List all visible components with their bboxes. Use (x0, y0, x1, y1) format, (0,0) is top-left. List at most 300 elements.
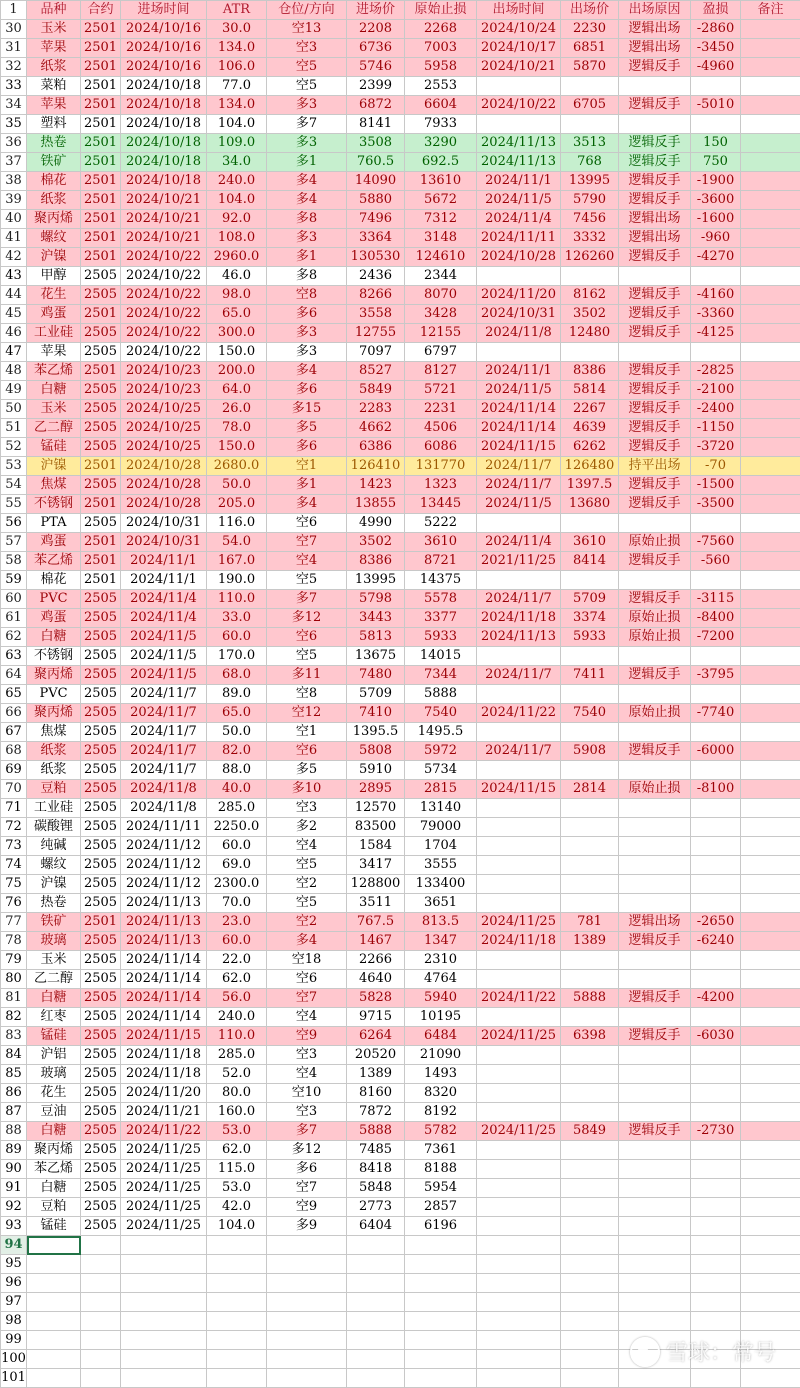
empty-cell[interactable] (561, 1274, 619, 1293)
cell-entry-price[interactable]: 5888 (347, 1122, 405, 1141)
empty-cell[interactable] (347, 1274, 405, 1293)
row-number[interactable]: 71 (1, 799, 27, 818)
empty-cell[interactable] (121, 1369, 207, 1388)
empty-cell[interactable] (27, 1350, 81, 1369)
row-number[interactable]: 76 (1, 894, 27, 913)
cell-pnl[interactable] (691, 1179, 741, 1198)
empty-cell[interactable] (691, 1293, 741, 1312)
cell-variety[interactable]: 白糖 (27, 989, 81, 1008)
cell-contract[interactable]: 2501 (81, 153, 121, 172)
empty-cell[interactable] (267, 1274, 347, 1293)
cell-entry-time[interactable]: 2024/11/1 (121, 552, 207, 571)
cell-entry-time[interactable]: 2024/10/21 (121, 191, 207, 210)
empty-cell[interactable] (619, 1312, 691, 1331)
cell-contract[interactable]: 2501 (81, 552, 121, 571)
cell-position[interactable]: 多3 (267, 324, 347, 343)
cell-contract[interactable]: 2505 (81, 267, 121, 286)
cell-variety[interactable]: 锰硅 (27, 1027, 81, 1046)
cell-exit-time[interactable]: 2024/11/4 (477, 210, 561, 229)
cell-initial-stop[interactable]: 3290 (405, 134, 477, 153)
empty-cell[interactable] (207, 1312, 267, 1331)
cell-position[interactable]: 空5 (267, 856, 347, 875)
cell-position[interactable]: 多5 (267, 761, 347, 780)
cell-exit-time[interactable]: 2024/10/22 (477, 96, 561, 115)
cell-entry-time[interactable]: 2024/10/21 (121, 210, 207, 229)
cell-pnl[interactable] (691, 647, 741, 666)
cell-pnl[interactable] (691, 761, 741, 780)
cell-notes[interactable] (741, 77, 800, 96)
cell-variety[interactable]: 碳酸锂 (27, 818, 81, 837)
cell-variety[interactable]: 焦煤 (27, 476, 81, 495)
cell-position[interactable]: 多3 (267, 96, 347, 115)
cell-exit-reason[interactable]: 逻辑反手 (619, 590, 691, 609)
empty-cell[interactable] (405, 1236, 477, 1255)
cell-contract[interactable]: 2505 (81, 989, 121, 1008)
cell-exit-time[interactable] (477, 761, 561, 780)
row-number[interactable]: 46 (1, 324, 27, 343)
cell-variety[interactable]: 聚丙烯 (27, 1141, 81, 1160)
row-number[interactable]: 83 (1, 1027, 27, 1046)
cell-exit-reason[interactable] (619, 1198, 691, 1217)
cell-contract[interactable]: 2505 (81, 818, 121, 837)
cell-exit-reason[interactable]: 逻辑反手 (619, 58, 691, 77)
cell-contract[interactable]: 2505 (81, 1122, 121, 1141)
cell-position[interactable]: 空9 (267, 1027, 347, 1046)
cell-pnl[interactable]: 150 (691, 134, 741, 153)
cell-exit-price[interactable]: 768 (561, 153, 619, 172)
cell-initial-stop[interactable]: 2268 (405, 20, 477, 39)
cell-exit-time[interactable]: 2024/11/15 (477, 438, 561, 457)
header-cell-contract[interactable]: 合约 (81, 1, 121, 20)
cell-exit-price[interactable] (561, 894, 619, 913)
row-number[interactable]: 80 (1, 970, 27, 989)
row-number[interactable]: 44 (1, 286, 27, 305)
cell-entry-time[interactable]: 2024/11/5 (121, 647, 207, 666)
cell-contract[interactable]: 2505 (81, 894, 121, 913)
cell-notes[interactable] (741, 343, 800, 362)
empty-cell[interactable] (207, 1236, 267, 1255)
cell-exit-time[interactable]: 2024/11/5 (477, 381, 561, 400)
row-number[interactable]: 48 (1, 362, 27, 381)
empty-cell[interactable] (207, 1255, 267, 1274)
cell-exit-time[interactable] (477, 1198, 561, 1217)
empty-cell[interactable] (27, 1312, 81, 1331)
cell-entry-time[interactable]: 2024/11/7 (121, 742, 207, 761)
cell-entry-price[interactable]: 8386 (347, 552, 405, 571)
cell-notes[interactable] (741, 305, 800, 324)
cell-variety[interactable]: 苯乙烯 (27, 362, 81, 381)
cell-exit-price[interactable]: 5908 (561, 742, 619, 761)
cell-pnl[interactable] (691, 875, 741, 894)
cell-atr[interactable]: 2300.0 (207, 875, 267, 894)
cell-exit-reason[interactable] (619, 951, 691, 970)
cell-atr[interactable]: 134.0 (207, 96, 267, 115)
row-number[interactable]: 64 (1, 666, 27, 685)
cell-notes[interactable] (741, 856, 800, 875)
cell-position[interactable]: 空3 (267, 39, 347, 58)
cell-entry-time[interactable]: 2024/11/13 (121, 894, 207, 913)
empty-cell[interactable] (207, 1293, 267, 1312)
cell-variety[interactable]: 纸浆 (27, 742, 81, 761)
cell-exit-reason[interactable] (619, 1084, 691, 1103)
cell-atr[interactable]: 22.0 (207, 951, 267, 970)
cell-exit-reason[interactable]: 逻辑反手 (619, 1122, 691, 1141)
cell-atr[interactable]: 200.0 (207, 362, 267, 381)
cell-position[interactable]: 空4 (267, 837, 347, 856)
cell-atr[interactable]: 167.0 (207, 552, 267, 571)
header-cell-notes[interactable]: 备注 (741, 1, 800, 20)
cell-entry-price[interactable]: 5746 (347, 58, 405, 77)
cell-entry-time[interactable]: 2024/10/25 (121, 438, 207, 457)
cell-atr[interactable]: 62.0 (207, 970, 267, 989)
cell-position[interactable]: 多4 (267, 362, 347, 381)
cell-exit-reason[interactable] (619, 685, 691, 704)
cell-variety[interactable]: 苹果 (27, 343, 81, 362)
cell-variety[interactable]: 白糖 (27, 628, 81, 647)
empty-cell[interactable] (619, 1369, 691, 1388)
row-number[interactable]: 36 (1, 134, 27, 153)
cell-atr[interactable]: 78.0 (207, 419, 267, 438)
cell-pnl[interactable] (691, 856, 741, 875)
cell-entry-time[interactable]: 2024/11/14 (121, 970, 207, 989)
cell-atr[interactable]: 50.0 (207, 723, 267, 742)
row-number[interactable]: 42 (1, 248, 27, 267)
cell-exit-time[interactable]: 2021/11/25 (477, 552, 561, 571)
cell-atr[interactable]: 26.0 (207, 400, 267, 419)
cell-variety[interactable]: 乙二醇 (27, 419, 81, 438)
cell-contract[interactable]: 2505 (81, 685, 121, 704)
cell-atr[interactable]: 60.0 (207, 837, 267, 856)
cell-exit-time[interactable] (477, 1141, 561, 1160)
empty-cell[interactable] (405, 1312, 477, 1331)
cell-entry-time[interactable]: 2024/10/18 (121, 153, 207, 172)
cell-initial-stop[interactable]: 7361 (405, 1141, 477, 1160)
cell-initial-stop[interactable]: 131770 (405, 457, 477, 476)
cell-pnl[interactable]: -3795 (691, 666, 741, 685)
cell-entry-price[interactable]: 7872 (347, 1103, 405, 1122)
cell-entry-price[interactable]: 5848 (347, 1179, 405, 1198)
cell-position[interactable]: 多6 (267, 438, 347, 457)
cell-initial-stop[interactable]: 13445 (405, 495, 477, 514)
cell-entry-time[interactable]: 2024/11/4 (121, 609, 207, 628)
cell-variety[interactable]: 豆粕 (27, 780, 81, 799)
cell-exit-price[interactable] (561, 799, 619, 818)
cell-exit-price[interactable] (561, 1103, 619, 1122)
cell-exit-reason[interactable]: 逻辑反手 (619, 552, 691, 571)
empty-cell[interactable] (405, 1369, 477, 1388)
cell-position[interactable]: 多6 (267, 381, 347, 400)
row-number[interactable]: 57 (1, 533, 27, 552)
cell-notes[interactable] (741, 1084, 800, 1103)
empty-cell[interactable] (405, 1274, 477, 1293)
cell-pnl[interactable]: -2825 (691, 362, 741, 381)
cell-exit-time[interactable]: 2024/11/25 (477, 913, 561, 932)
cell-atr[interactable]: 65.0 (207, 305, 267, 324)
row-number[interactable]: 55 (1, 495, 27, 514)
cell-exit-price[interactable] (561, 77, 619, 96)
cell-entry-price[interactable]: 2208 (347, 20, 405, 39)
header-cell-variety[interactable]: 品种 (27, 1, 81, 20)
row-number[interactable]: 88 (1, 1122, 27, 1141)
cell-contract[interactable]: 2501 (81, 533, 121, 552)
cell-variety[interactable]: 棉花 (27, 571, 81, 590)
cell-pnl[interactable]: -1500 (691, 476, 741, 495)
cell-notes[interactable] (741, 552, 800, 571)
cell-atr[interactable]: 60.0 (207, 628, 267, 647)
cell-atr[interactable]: 92.0 (207, 210, 267, 229)
empty-cell[interactable] (121, 1350, 207, 1369)
cell-variety[interactable]: 花生 (27, 286, 81, 305)
cell-position[interactable]: 空8 (267, 685, 347, 704)
cell-pnl[interactable]: -8100 (691, 780, 741, 799)
cell-entry-time[interactable]: 2024/11/18 (121, 1065, 207, 1084)
row-number[interactable]: 39 (1, 191, 27, 210)
cell-contract[interactable]: 2501 (81, 77, 121, 96)
cell-exit-price[interactable]: 3332 (561, 229, 619, 248)
cell-initial-stop[interactable]: 2553 (405, 77, 477, 96)
cell-position[interactable]: 空2 (267, 913, 347, 932)
cell-exit-price[interactable]: 5849 (561, 1122, 619, 1141)
cell-contract[interactable]: 2505 (81, 1160, 121, 1179)
cell-exit-price[interactable] (561, 267, 619, 286)
cell-contract[interactable]: 2501 (81, 305, 121, 324)
cell-position[interactable]: 空4 (267, 1008, 347, 1027)
cell-atr[interactable]: 240.0 (207, 1008, 267, 1027)
cell-atr[interactable]: 240.0 (207, 172, 267, 191)
row-number[interactable]: 62 (1, 628, 27, 647)
cell-atr[interactable]: 23.0 (207, 913, 267, 932)
cell-position[interactable]: 空8 (267, 286, 347, 305)
cell-pnl[interactable]: -70 (691, 457, 741, 476)
cell-initial-stop[interactable]: 2310 (405, 951, 477, 970)
cell-exit-time[interactable]: 2024/10/28 (477, 248, 561, 267)
cell-exit-time[interactable] (477, 799, 561, 818)
cell-pnl[interactable] (691, 723, 741, 742)
cell-initial-stop[interactable]: 21090 (405, 1046, 477, 1065)
cell-exit-time[interactable] (477, 1008, 561, 1027)
cell-variety[interactable]: 沪铝 (27, 1046, 81, 1065)
cell-atr[interactable]: 104.0 (207, 115, 267, 134)
empty-cell[interactable] (207, 1369, 267, 1388)
cell-initial-stop[interactable]: 6086 (405, 438, 477, 457)
cell-initial-stop[interactable]: 14015 (405, 647, 477, 666)
cell-position[interactable]: 空7 (267, 533, 347, 552)
cell-entry-price[interactable]: 7496 (347, 210, 405, 229)
empty-cell[interactable] (477, 1236, 561, 1255)
cell-variety[interactable]: 玉米 (27, 400, 81, 419)
cell-exit-price[interactable]: 5888 (561, 989, 619, 1008)
cell-contract[interactable]: 2505 (81, 1008, 121, 1027)
cell-initial-stop[interactable]: 5888 (405, 685, 477, 704)
cell-atr[interactable]: 46.0 (207, 267, 267, 286)
cell-contract[interactable]: 2501 (81, 58, 121, 77)
cell-contract[interactable]: 2501 (81, 913, 121, 932)
row-number[interactable]: 47 (1, 343, 27, 362)
cell-exit-price[interactable] (561, 1141, 619, 1160)
cell-notes[interactable] (741, 685, 800, 704)
cell-contract[interactable]: 2501 (81, 229, 121, 248)
cell-notes[interactable] (741, 609, 800, 628)
cell-initial-stop[interactable]: 1704 (405, 837, 477, 856)
cell-notes[interactable] (741, 495, 800, 514)
empty-cell[interactable] (561, 1293, 619, 1312)
cell-initial-stop[interactable]: 7933 (405, 115, 477, 134)
cell-atr[interactable]: 53.0 (207, 1179, 267, 1198)
cell-exit-price[interactable]: 781 (561, 913, 619, 932)
row-number[interactable]: 72 (1, 818, 27, 837)
empty-cell[interactable] (619, 1236, 691, 1255)
row-number[interactable]: 33 (1, 77, 27, 96)
row-number[interactable]: 69 (1, 761, 27, 780)
cell-exit-time[interactable] (477, 685, 561, 704)
row-number[interactable]: 60 (1, 590, 27, 609)
cell-variety[interactable]: 鸡蛋 (27, 305, 81, 324)
cell-pnl[interactable]: -3500 (691, 495, 741, 514)
empty-cell[interactable] (267, 1255, 347, 1274)
cell-notes[interactable] (741, 191, 800, 210)
cell-position[interactable]: 多4 (267, 191, 347, 210)
row-number[interactable]: 99 (1, 1331, 27, 1350)
cell-contract[interactable]: 2501 (81, 495, 121, 514)
cell-initial-stop[interactable]: 5222 (405, 514, 477, 533)
cell-exit-time[interactable] (477, 875, 561, 894)
cell-position[interactable]: 多15 (267, 400, 347, 419)
empty-cell[interactable] (267, 1312, 347, 1331)
cell-exit-reason[interactable]: 逻辑反手 (619, 191, 691, 210)
cell-variety[interactable]: 棉花 (27, 172, 81, 191)
empty-cell[interactable] (347, 1350, 405, 1369)
cell-notes[interactable] (741, 932, 800, 951)
cell-contract[interactable]: 2505 (81, 932, 121, 951)
cell-exit-reason[interactable]: 原始止损 (619, 704, 691, 723)
cell-entry-price[interactable]: 130530 (347, 248, 405, 267)
cell-atr[interactable]: 56.0 (207, 989, 267, 1008)
cell-position[interactable]: 多3 (267, 134, 347, 153)
empty-cell[interactable] (207, 1350, 267, 1369)
cell-position[interactable]: 空1 (267, 457, 347, 476)
cell-exit-reason[interactable]: 逻辑反手 (619, 286, 691, 305)
cell-exit-reason[interactable] (619, 1160, 691, 1179)
cell-variety[interactable]: 沪镍 (27, 457, 81, 476)
cell-variety[interactable]: 玉米 (27, 20, 81, 39)
cell-exit-price[interactable] (561, 1008, 619, 1027)
row-number[interactable]: 1 (1, 1, 27, 20)
row-number[interactable]: 52 (1, 438, 27, 457)
empty-cell[interactable] (347, 1331, 405, 1350)
cell-contract[interactable]: 2505 (81, 875, 121, 894)
cell-notes[interactable] (741, 571, 800, 590)
cell-entry-time[interactable]: 2024/10/22 (121, 248, 207, 267)
cell-entry-time[interactable]: 2024/10/22 (121, 305, 207, 324)
cell-initial-stop[interactable]: 5782 (405, 1122, 477, 1141)
cell-entry-price[interactable]: 7480 (347, 666, 405, 685)
cell-exit-reason[interactable]: 逻辑反手 (619, 495, 691, 514)
cell-entry-price[interactable]: 760.5 (347, 153, 405, 172)
cell-entry-price[interactable]: 3502 (347, 533, 405, 552)
empty-cell[interactable] (81, 1236, 121, 1255)
cell-pnl[interactable]: -4960 (691, 58, 741, 77)
cell-pnl[interactable]: -3115 (691, 590, 741, 609)
cell-exit-price[interactable] (561, 1179, 619, 1198)
cell-pnl[interactable]: -6240 (691, 932, 741, 951)
cell-exit-reason[interactable]: 原始止损 (619, 609, 691, 628)
cell-pnl[interactable]: -3720 (691, 438, 741, 457)
cell-pnl[interactable] (691, 514, 741, 533)
cell-exit-reason[interactable] (619, 1179, 691, 1198)
cell-position[interactable]: 空9 (267, 1198, 347, 1217)
cell-variety[interactable]: 热卷 (27, 134, 81, 153)
cell-atr[interactable]: 89.0 (207, 685, 267, 704)
cell-exit-time[interactable]: 2024/11/18 (477, 609, 561, 628)
cell-exit-time[interactable]: 2024/11/13 (477, 134, 561, 153)
cell-position[interactable]: 空5 (267, 571, 347, 590)
cell-position[interactable]: 空3 (267, 799, 347, 818)
cell-initial-stop[interactable]: 5954 (405, 1179, 477, 1198)
cell-contract[interactable]: 2501 (81, 172, 121, 191)
cell-initial-stop[interactable]: 1493 (405, 1065, 477, 1084)
cell-exit-price[interactable]: 6851 (561, 39, 619, 58)
cell-position[interactable]: 空18 (267, 951, 347, 970)
empty-cell[interactable] (121, 1312, 207, 1331)
cell-exit-reason[interactable]: 逻辑反手 (619, 134, 691, 153)
cell-contract[interactable]: 2505 (81, 628, 121, 647)
empty-cell[interactable] (81, 1331, 121, 1350)
cell-initial-stop[interactable]: 6196 (405, 1217, 477, 1236)
cell-entry-time[interactable]: 2024/10/23 (121, 362, 207, 381)
cell-position[interactable]: 多1 (267, 153, 347, 172)
cell-exit-price[interactable] (561, 818, 619, 837)
cell-position[interactable]: 空10 (267, 1084, 347, 1103)
cell-atr[interactable]: 109.0 (207, 134, 267, 153)
header-cell-exit-price[interactable]: 出场价 (561, 1, 619, 20)
cell-entry-time[interactable]: 2024/11/11 (121, 818, 207, 837)
cell-exit-price[interactable] (561, 514, 619, 533)
empty-cell[interactable] (741, 1274, 800, 1293)
cell-pnl[interactable]: -1900 (691, 172, 741, 191)
cell-contract[interactable]: 2501 (81, 191, 121, 210)
cell-exit-reason[interactable]: 逻辑反手 (619, 248, 691, 267)
cell-exit-price[interactable]: 6262 (561, 438, 619, 457)
empty-cell[interactable] (267, 1293, 347, 1312)
cell-variety[interactable]: 白糖 (27, 1122, 81, 1141)
cell-contract[interactable]: 2505 (81, 1103, 121, 1122)
cell-pnl[interactable]: -2400 (691, 400, 741, 419)
cell-entry-price[interactable]: 767.5 (347, 913, 405, 932)
cell-exit-reason[interactable] (619, 647, 691, 666)
cell-exit-reason[interactable]: 逻辑反手 (619, 476, 691, 495)
cell-exit-time[interactable]: 2024/10/24 (477, 20, 561, 39)
cell-position[interactable]: 空7 (267, 1179, 347, 1198)
row-number[interactable]: 32 (1, 58, 27, 77)
cell-exit-time[interactable]: 2024/11/20 (477, 286, 561, 305)
cell-exit-time[interactable]: 2024/11/8 (477, 324, 561, 343)
cell-entry-price[interactable]: 9715 (347, 1008, 405, 1027)
cell-exit-price[interactable]: 7456 (561, 210, 619, 229)
cell-exit-reason[interactable] (619, 571, 691, 590)
empty-cell[interactable] (121, 1236, 207, 1255)
cell-pnl[interactable]: -3450 (691, 39, 741, 58)
row-number[interactable]: 61 (1, 609, 27, 628)
row-number[interactable]: 68 (1, 742, 27, 761)
cell-atr[interactable]: 77.0 (207, 77, 267, 96)
row-number[interactable]: 79 (1, 951, 27, 970)
cell-exit-price[interactable]: 2814 (561, 780, 619, 799)
cell-entry-price[interactable]: 2266 (347, 951, 405, 970)
empty-cell[interactable] (619, 1293, 691, 1312)
empty-cell[interactable] (477, 1274, 561, 1293)
cell-exit-price[interactable]: 5709 (561, 590, 619, 609)
empty-cell[interactable] (691, 1312, 741, 1331)
